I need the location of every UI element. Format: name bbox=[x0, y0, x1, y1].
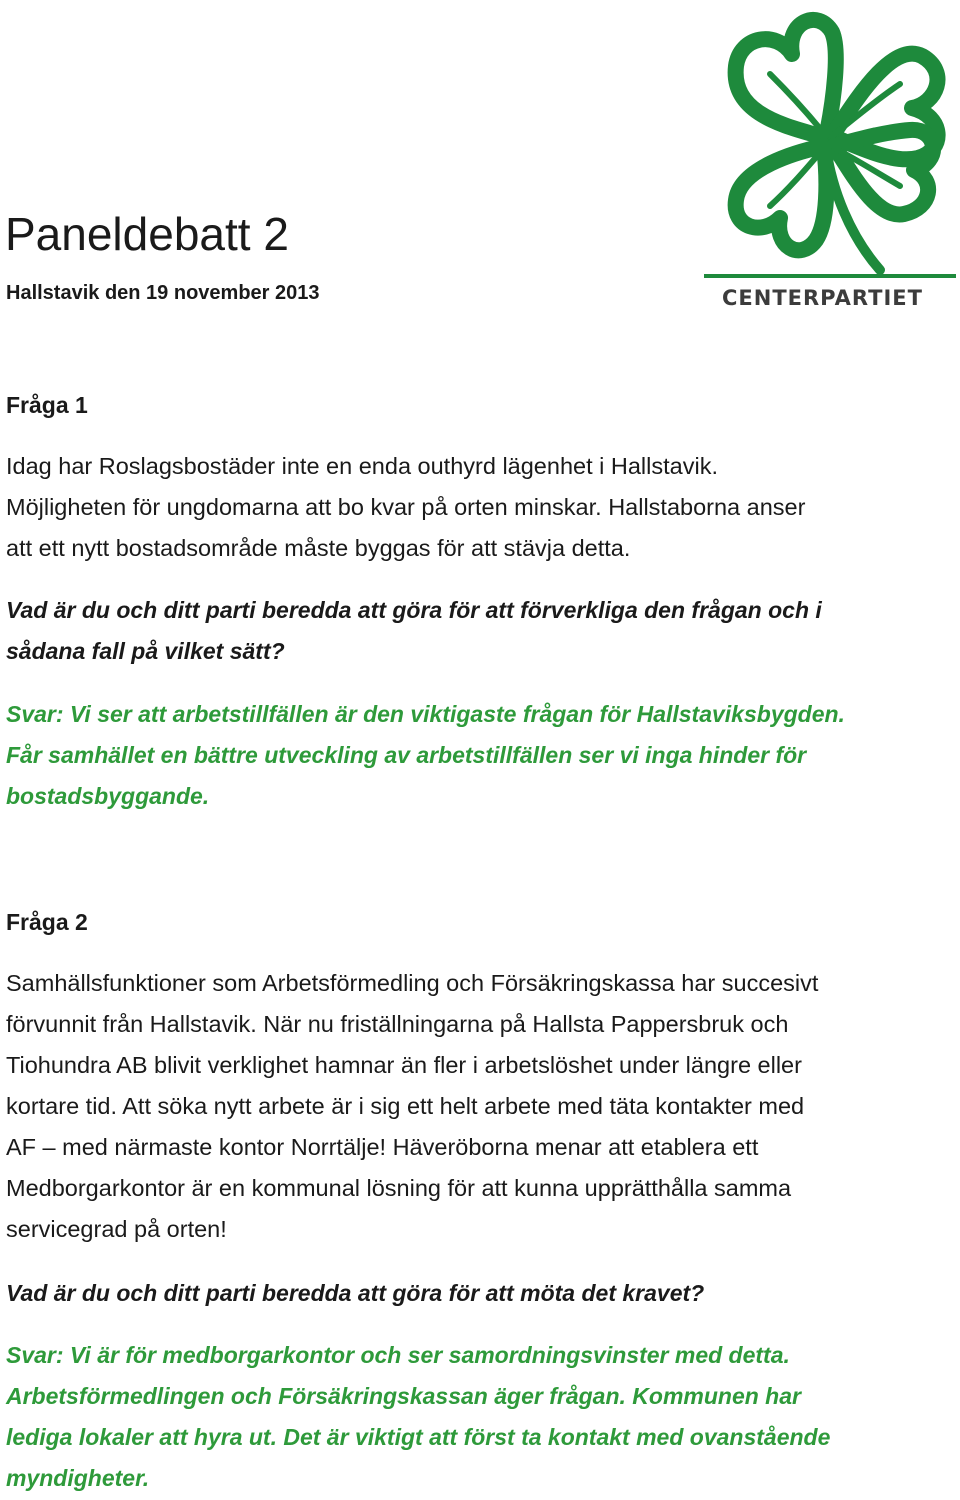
section-2-answer-line: Svar: Vi är för medborgarkontor och ser samordningsvinster med detta. bbox=[6, 1342, 790, 1368]
section-2-answer-line: Arbetsförmedlingen och Försäkringskassan äger frågan. Kommunen har bbox=[6, 1383, 801, 1409]
section-2-question bbox=[6, 1273, 956, 1314]
section-2-heading: Fråga 2 bbox=[6, 909, 88, 935]
section-2-intro-line: förvunnit från Hallstavik. När nu friställningarna på Hallsta Pappersbruk och bbox=[6, 1011, 789, 1037]
section-1-question-line: sådana fall på vilket sätt? bbox=[6, 638, 285, 664]
section-2-intro-line: Samhällsfunktioner som Arbetsförmedling och Försäkringskassa har succesivt bbox=[6, 970, 819, 996]
section-1-question-line: Vad är du och ditt parti beredda att göra för att förverkliga den frågan och i bbox=[6, 597, 822, 623]
section-1-intro-line: Möjligheten för ungdomarna att bo kvar på orten minskar. Hallstaborna anser bbox=[6, 494, 806, 520]
section-2-answer-line: lediga lokaler att hyra ut. Det är viktigt att först ta kontakt med ovanstående bbox=[6, 1424, 831, 1450]
section-1-intro bbox=[6, 446, 956, 569]
section-1-answer bbox=[6, 694, 956, 817]
section-2-intro bbox=[6, 963, 956, 1250]
section-2-intro-line: AF – med närmaste kontor Norrtälje! Häveröborna menar att etablera ett bbox=[6, 1134, 759, 1160]
section-1-heading: Fråga 1 bbox=[6, 392, 88, 418]
section-2-intro-line: Medborgarkontor är en kommunal lösning för att kunna upprätthålla samma bbox=[6, 1175, 792, 1201]
four-leaf-clover-icon bbox=[700, 0, 958, 280]
logo-wordmark: CENTERPARTIET bbox=[722, 286, 923, 310]
section-2-intro-line: Tiohundra AB blivit verklighet hamnar än fler i arbetslöshet under längre eller bbox=[6, 1052, 802, 1078]
section-1-question bbox=[6, 590, 956, 672]
section-1-intro-line: Idag har Roslagsbostäder inte en enda outhyrd lägenhet i Hallstavik. bbox=[6, 453, 718, 479]
section-2-question-line: Vad är du och ditt parti beredda att göra för att möta det kravet? bbox=[6, 1280, 705, 1306]
centerpartiet-logo bbox=[700, 0, 958, 320]
section-1-intro-line: att ett nytt bostadsområde måste byggas för att stävja detta. bbox=[6, 535, 631, 561]
section-2-answer bbox=[6, 1335, 956, 1499]
section-2-intro-line: kortare tid. Att söka nytt arbete är i sig ett helt arbete med täta kontakter med bbox=[6, 1093, 805, 1119]
section-2-answer-line: myndigheter. bbox=[6, 1465, 150, 1491]
section-1-answer-line: Får samhället en bättre utveckling av arbetstillfällen ser vi inga hinder för bbox=[6, 742, 807, 768]
page-title: Paneldebatt 2 bbox=[5, 208, 289, 260]
page-subtitle: Hallstavik den 19 november 2013 bbox=[6, 282, 320, 304]
section-1-answer-line: Svar: Vi ser att arbetstillfällen är den viktigaste frågan för Hallstaviksbygden. bbox=[6, 701, 845, 727]
section-2-intro-line: servicegrad på orten! bbox=[6, 1216, 227, 1242]
section-1-answer-line: bostadsbyggande. bbox=[6, 783, 210, 809]
